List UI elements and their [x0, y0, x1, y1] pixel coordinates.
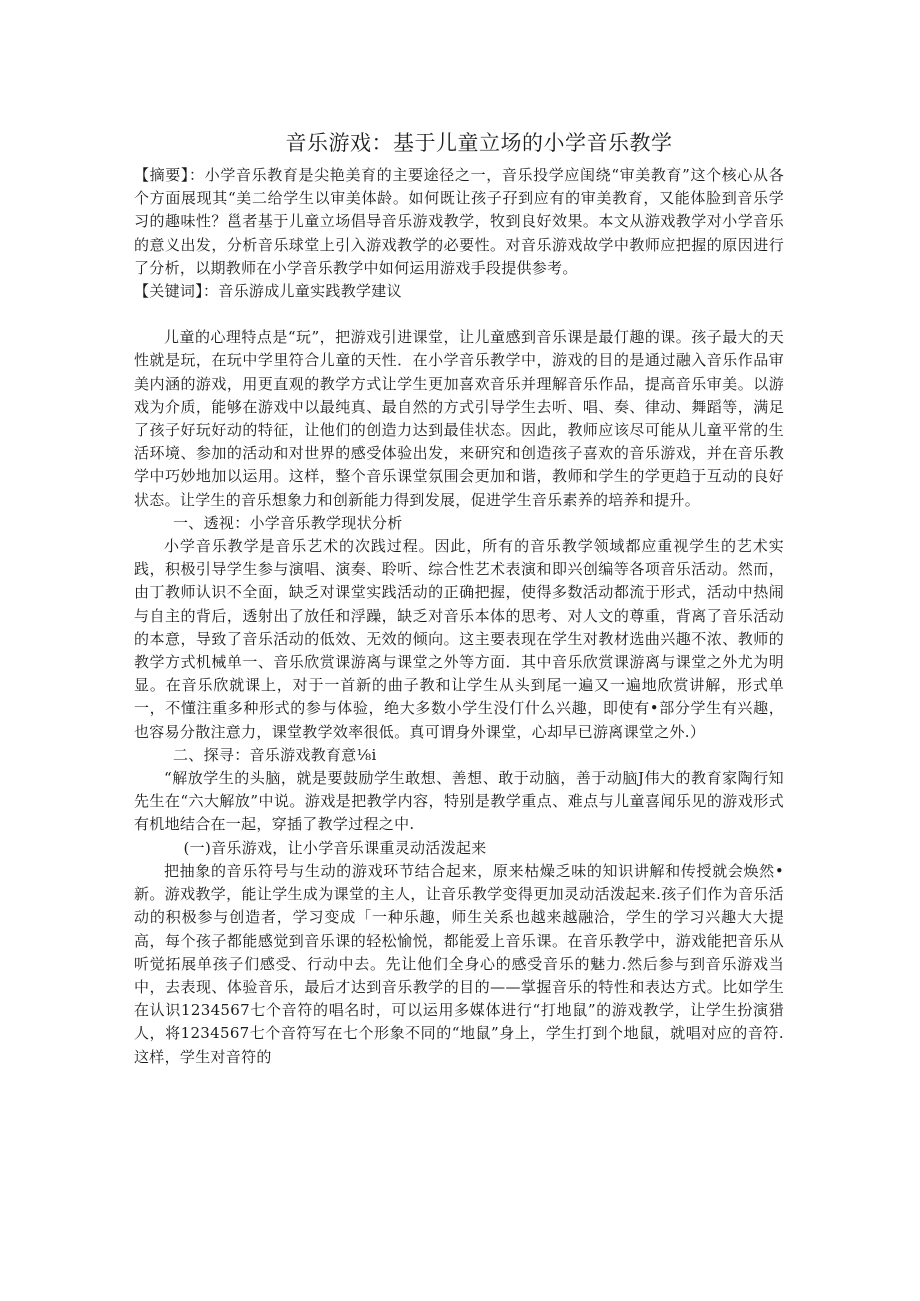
subsection-heading-1: (一)音乐游戏，让小学音乐课重灵动活泼起来: [183, 838, 487, 857]
document-page: [134, 128, 784, 1069]
section-heading-2: 二、探寻：音乐游戏教育意⅛i: [173, 745, 377, 764]
keywords: 【关键词】：音乐游成儿童实践教学建议: [134, 282, 402, 301]
body-paragraph: 小学音乐教学是音乐艺术的次践过程。因此，所有的音乐教学领域都应重视学生的艺术实践，积极引导学生参与演唱、演奏、聆听、综合性艺术表演和即兴创编等各项音乐活动。然而，由丁教师认识不全面，缺乏对课堂实践活动的正确把握，使得多数活动都流于形式，活动中热闹与自主的背后，透射出了放任和浮躁，缺乏对音乐本体的思考、对人文的尊重，背离了音乐活动的本意，导致了音乐活动的低效、无效的倾向。这主要表现在学生对教材选曲兴趣不浓、教师的教学方式机械单一、音乐欣赏课游离与课堂之外等方面．其中音乐欣赏课游离与课堂之外尤为明显。在音乐欣就课上，对于一首新的曲子教和让学生从头到尾一遍又一遍地欣赏讲解，形式单一，不懂注重多种形式的参与体验，绝大多数小学生没仃什么兴趣，即使有•部分学生有兴趣，也容易分散注意力，课堂教学效率很低。真可谓身外课堂，心却早已游离课堂之外.）: [134, 537, 784, 741]
section-heading-1: 一、透视：小学音乐教学现状分析: [173, 513, 403, 532]
body-paragraph: 把抽象的音乐符号与生动的游戏环节结合起来，原来枯燥乏味的知识讲解和传授就会焕然•新。游戏教学，能让学生成为课堂的主人，让音乐教学变得更加灵动活泼起来.孩子们作为音乐活动的积极参与创造者，学习变成「一种乐趣，师生关系也越来越融洽，学生的学习兴趣大大提高，每个孩子都能感觉到音乐课的轻松愉悦，都能爱上音乐课。在音乐教学中，游戏能把音乐从听觉拓展单孩子们感受、行动中去。先让他们全身心的感受音乐的魅力.然后参与到音乐游戏当中，去表现、体验音乐，最后才达到音乐教学的目的——掌握音乐的特性和表达方式。比如学生在认识1234567七个音符的唱名时，可以运用多媒体进行“打地鼠”的游戏教学，让学生扮演猎人，将1234567七个音符写在七个形象不同的“地鼠”身上，学生打到个地鼠，就唱对应的音符.这样，学生对音符的: [134, 861, 784, 1066]
abstract: 【摘要】：小学音乐教育是尖艳美育的主要途径之一，音乐投学应闺绕“审美教育”这个核心从各个方面展现其“美二给学生以审美体龄。如何既让孩子孖到应有的审美教育，又能体脸到音乐学习的趣味性？邕者基于儿童立场倡导音乐游戏教学，牧到良好效果。本文从游戏教学对小学音乐的意义出发，分析音乐球堂上引入游戏教学的必要性。对音乐游戏故学中教师应把握的原因进行了分析，以期教师在小学音乐教学中如何运用游戏手段提供参考。: [134, 166, 784, 277]
document-title: 音乐游戏：基于儿童立场的小学音乐教学: [285, 131, 673, 155]
body-paragraph: “解放学生的头脑，就是要鼓励学生敢想、善想、敢于动脑，善于动脑J伟大的教育家陶行知先生在“六大解放”中说。游戏是把教学内容，特别是教学重点、难点与儿童喜闻乐见的游戏形式有机地结合在一起，穿插了教学过程之中.: [134, 769, 784, 834]
intro-paragraph: 儿童的心理特点是“玩”，把游戏引进课堂，让儿童感到音乐课是最仃趣的课。孩子最大的天性就是玩，在玩中学里符合儿童的天性．在小学音乐教学中，游戏的目的是通过融入音乐作品审美内涵的游戏，用更直观的教学方式让学生更加喜欢音乐并理解音乐作品，提高音乐审美。以游戏为介质，能够在游戏中以最纯真、最自然的方式引导学生去听、唱、奏、律动、舞蹈等，满足了孩子好玩好动的特征，让他们的创造力达到最佳状态。因此，教师应该尽可能从儿童平常的生活环境、参加的活动和对世界的感受体验出发，来研究和创造孩子喜欢的音乐游戏，并在音乐教学中巧妙地加以运用。这样，整个音乐课堂氛围会更加和谐，教师和学生的学更趋于互动的良好状态。让学生的音乐想象力和创新能力得到发展，促进学生音乐素养的培养和提升。: [134, 328, 784, 509]
section-gap: [134, 303, 784, 326]
